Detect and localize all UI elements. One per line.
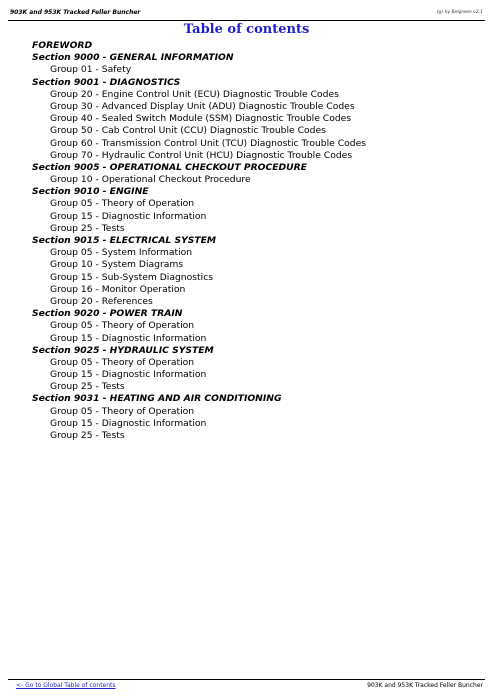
toc-group-link[interactable]: Group 01 - Safety [50, 64, 132, 76]
toc-group-link[interactable]: Group 05 - Theory of Operation [50, 405, 195, 417]
toc-section-heading: FOREWORD [32, 40, 93, 51]
toc-section-heading: Section 9015 - ELECTRICAL SYSTEM [32, 235, 217, 246]
global-toc-link[interactable]: <- Go to Global Table of contents [16, 682, 116, 689]
toc-group-link[interactable]: Group 40 - Sealed Switch Module (SSM) Diagnostic Trouble Codes [50, 113, 352, 125]
toc-group-link[interactable]: Group 15 - Diagnostic Information [50, 332, 207, 344]
toc-group-link[interactable]: Group 16 - Monitor Operation [50, 283, 186, 295]
toc-group-link[interactable]: Group 05 - Theory of Operation [50, 320, 195, 332]
toc-section-heading: Section 9020 - POWER TRAIN [32, 308, 183, 320]
page-header [8, 8, 485, 21]
toc-group-link[interactable]: Group 15 - Diagnostic Information [50, 210, 207, 222]
toc-title: Table of contents [183, 22, 310, 37]
toc-group-link[interactable]: Group 15 - Diagnostic Information [50, 417, 207, 429]
toc-section-heading: Section 9010 - ENGINE [32, 186, 149, 198]
toc-group-link[interactable]: Group 25 - Tests [50, 381, 125, 393]
page-footer [8, 679, 485, 692]
toc-group-link[interactable]: Group 15 - Diagnostic Information [50, 369, 207, 381]
footer-title: 903K and 953K Tracked Feller Buncher [367, 682, 483, 689]
toc-group-link[interactable]: Group 05 - Theory of Operation [50, 198, 195, 210]
toc-section-heading: Section 9031 - HEATING AND AIR CONDITIONING [32, 393, 282, 405]
toc-group-link[interactable]: Group 60 - Transmission Control Unit (TCU) Diagnostic Trouble Codes [50, 137, 367, 149]
toc-section-heading: Section 9025 - HYDRAULIC SYSTEM [32, 344, 214, 356]
toc-group-link[interactable]: Group 20 - Engine Control Unit (ECU) Diagnostic Trouble Codes [50, 88, 339, 100]
toc-group-link[interactable]: Group 25 - Tests [50, 222, 125, 234]
toc-group-link[interactable]: Group 70 - Hydraulic Control Unit (HCU) Diagnostic Trouble Codes [50, 149, 353, 161]
toc-group-link[interactable]: Group 15 - Sub-System Diagnostics [50, 271, 214, 283]
toc-group-link[interactable]: Group 05 - Theory of Operation [50, 356, 195, 368]
toc-group-link[interactable]: Group 25 - Tests [50, 430, 125, 441]
toc-list [32, 40, 472, 442]
toc-group-link[interactable]: Group 05 - System Information [50, 247, 193, 259]
toc-group-link[interactable]: Group 30 - Advanced Display Unit (ADU) Diagnostic Trouble Codes [50, 100, 355, 112]
toc-group-link[interactable]: Group 20 - References [50, 295, 153, 307]
toc-group-link[interactable]: Group 10 - System Diagrams [50, 259, 184, 271]
header-title: 903K and 953K Tracked Feller Buncher [10, 9, 141, 16]
toc-section-heading: Section 9000 - GENERAL INFORMATION [32, 52, 234, 64]
toc-group-link[interactable]: Group 50 - Cab Control Unit (CCU) Diagnostic Trouble Codes [50, 125, 326, 137]
toc-section-heading: Section 9005 - OPERATIONAL CHECKOUT PROCEDURE [32, 161, 307, 173]
header-version: (g) by Belgreen v2.1 [436, 10, 483, 15]
toc-group-link[interactable]: Group 10 - Operational Checkout Procedure [50, 174, 251, 186]
toc-section-heading: Section 9001 - DIAGNOSTICS [32, 76, 181, 88]
